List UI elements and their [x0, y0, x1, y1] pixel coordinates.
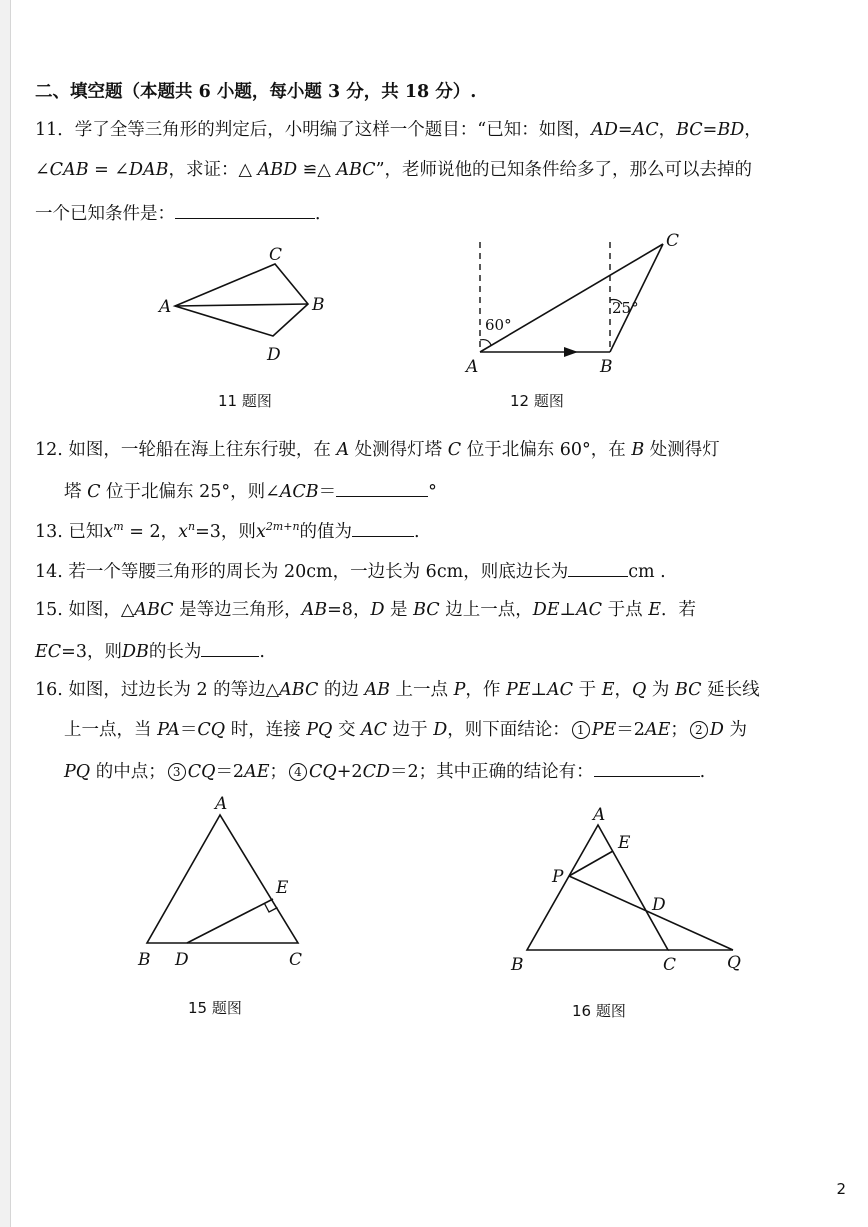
- q15-math: BC: [413, 600, 440, 620]
- q16-text: ，: [614, 680, 632, 700]
- q12-text: 12. 如图，一轮船在海上往东行驶，在: [35, 440, 337, 460]
- q12-line1: [35, 438, 720, 462]
- q16-text: 的中点；: [90, 762, 166, 782]
- q16-text: 为: [646, 680, 675, 700]
- q13-text: 13. 已知: [35, 522, 104, 542]
- segment-ab: [175, 304, 308, 306]
- q12-math: B: [631, 440, 645, 460]
- q13-text: 的值为: [299, 522, 353, 542]
- segment-pq: [569, 876, 733, 950]
- segment-ac: [480, 244, 663, 352]
- q12-text: 位于北偏东 60°，在: [461, 440, 632, 460]
- q15-text: 于点: [602, 600, 649, 620]
- q12-line2: [64, 478, 437, 504]
- q16-math: Q: [631, 680, 647, 700]
- point-c-label: C: [289, 950, 303, 970]
- point-p-label: P: [552, 867, 564, 887]
- answer-blank[interactable]: [175, 200, 315, 219]
- q15-line1: [35, 598, 696, 622]
- q15-math: AC: [576, 600, 603, 620]
- q13-math: x: [255, 522, 266, 542]
- q16-text: 为: [723, 720, 747, 740]
- q16-text: 16. 如图，过边长为 2 的等边△: [35, 680, 280, 700]
- q16-text: 的边: [318, 680, 365, 700]
- segment-de: [187, 899, 273, 943]
- point-a-label: A: [159, 297, 172, 317]
- q11-text: ≌△: [297, 160, 337, 180]
- q16-text: ；: [670, 720, 688, 740]
- q15-math: E: [648, 600, 661, 620]
- answer-blank[interactable]: [352, 518, 414, 537]
- q16-text: 上一点，当: [64, 720, 158, 740]
- q13-text: = 2，: [123, 522, 179, 542]
- q11-text: ，: [658, 120, 677, 140]
- q12-text: 塔: [64, 482, 88, 502]
- q11-line3: [35, 200, 333, 226]
- q12-text: 位于北偏东 25°，则∠: [100, 482, 280, 502]
- answer-blank[interactable]: [568, 558, 628, 577]
- q13-exponent: n: [188, 520, 196, 534]
- circled-number: 1: [572, 721, 590, 739]
- q15-text: 15. 如图，△: [35, 600, 135, 620]
- q11-math: ABC: [336, 160, 376, 180]
- q15-math: DB: [121, 642, 149, 662]
- q16-text: ；: [269, 762, 287, 782]
- figure-12-caption: 12 题图: [510, 392, 564, 410]
- q11-line1: [35, 118, 762, 142]
- circled-number: 4: [289, 763, 307, 781]
- q16-text: 交: [332, 720, 362, 740]
- figure-15: [130, 795, 320, 975]
- q16-text: ⊥: [530, 680, 548, 700]
- figure-11-caption: 11 题图: [218, 392, 272, 410]
- point-e-label: E: [276, 878, 289, 898]
- point-b-label: B: [138, 950, 151, 970]
- q16-text: ＝2；其中正确的结论有：: [389, 762, 594, 782]
- q16-math: D: [433, 720, 448, 740]
- q16-math: AE: [244, 762, 270, 782]
- q13-exponent: m: [113, 520, 124, 534]
- q15-math: D: [370, 600, 385, 620]
- answer-blank[interactable]: [336, 478, 428, 497]
- q11-text: ．: [315, 204, 333, 224]
- q15-text: 的长为: [148, 642, 202, 662]
- q16-math: AE: [644, 720, 671, 740]
- point-d-label: D: [267, 345, 281, 365]
- q12-text: 处测得灯: [644, 440, 720, 460]
- q13-math: x: [103, 522, 114, 542]
- q13-text: .: [414, 522, 420, 542]
- figure-11: [155, 240, 335, 370]
- section-title: 二、填空题（本题共 6 小题，每小题 3 分，共 18 分）.: [35, 82, 477, 102]
- q16-text: ＝2: [215, 762, 245, 782]
- figure-12: [460, 230, 690, 380]
- q12-math: C: [447, 440, 462, 460]
- point-d-label: D: [175, 950, 189, 970]
- q15-math: ABC: [134, 600, 174, 620]
- q15-math: EC: [35, 642, 62, 662]
- q11-math: BC=BD: [676, 120, 745, 140]
- q15-math: AB: [301, 600, 328, 620]
- point-d-label: D: [652, 895, 666, 915]
- point-a-label: A: [215, 794, 228, 814]
- point-c-label: C: [666, 231, 680, 251]
- figure-15-caption: 15 题图: [188, 999, 242, 1017]
- q16-math: PQ: [64, 762, 91, 782]
- q16-math: CQ: [309, 762, 337, 782]
- answer-blank[interactable]: [201, 638, 259, 657]
- q15-line2: [35, 638, 265, 664]
- q11-text: 11．学了全等三角形的判定后，小明编了这样一个题目：“已知：如图，: [35, 120, 592, 140]
- q11-math: AD=AC: [591, 120, 659, 140]
- triangle-abc: [527, 825, 668, 950]
- q11-math: ∠CAB = ∠DAB: [35, 160, 169, 180]
- q13-line: [35, 518, 420, 544]
- q12-math: C: [87, 482, 101, 502]
- q14-line: [35, 558, 666, 584]
- q12-text: °: [428, 482, 437, 502]
- q16-math: AC: [547, 680, 574, 700]
- q16-text: +2: [336, 762, 363, 782]
- q11-text: ，求证：△: [168, 160, 258, 180]
- q16-text: 边于: [387, 720, 434, 740]
- point-b-label: B: [511, 955, 524, 975]
- quad-acbd: [175, 264, 308, 336]
- q16-math: PQ: [306, 720, 333, 740]
- q16-math: PA: [157, 720, 180, 740]
- q11-text: ，: [744, 120, 762, 140]
- q12-math: A: [336, 440, 350, 460]
- figure-16-caption: 16 题图: [572, 1002, 626, 1020]
- answer-blank[interactable]: [594, 758, 700, 777]
- q15-text: =8，: [327, 600, 371, 620]
- q16-math: PE: [591, 720, 617, 740]
- q16-text: ，作: [465, 680, 506, 700]
- q11-math: ABD: [257, 160, 298, 180]
- q16-text: ＝: [179, 720, 198, 740]
- point-c-label: C: [269, 245, 283, 265]
- q15-text: .: [259, 642, 265, 662]
- q16-math: E: [601, 680, 615, 700]
- q14-text: 14. 若一个等腰三角形的周长为 20cm，一边长为 6cm，则底边长为: [35, 562, 569, 582]
- q16-math: D: [709, 720, 724, 740]
- q15-text: ．若: [661, 600, 696, 620]
- q15-text: 边上一点，: [439, 600, 533, 620]
- point-a-label: A: [466, 357, 479, 377]
- point-e-label: E: [618, 833, 631, 853]
- q16-line1: [35, 678, 760, 702]
- figure-16: [505, 800, 755, 980]
- q15-text: 是: [384, 600, 414, 620]
- page-edge: [0, 0, 11, 1227]
- angle-a-arc: [480, 340, 491, 345]
- point-b-label: B: [600, 357, 613, 377]
- q16-line2: [64, 718, 747, 742]
- q15-text: =3，则: [61, 642, 122, 662]
- q16-math: BC: [674, 680, 702, 700]
- point-c-label: C: [663, 955, 677, 975]
- circled-number: 3: [168, 763, 186, 781]
- q16-math: CQ: [187, 762, 216, 782]
- q15-math: DE: [532, 600, 560, 620]
- point-q-label: Q: [727, 953, 741, 973]
- q11-text: ”，老师说他的已知条件给多了，那么可以去掉的: [375, 160, 753, 180]
- q16-text: 于: [573, 680, 602, 700]
- q16-math: AC: [361, 720, 388, 740]
- q12-math: ACB: [279, 482, 319, 502]
- q16-math: ABC: [279, 680, 319, 700]
- arrow-east-icon: [564, 347, 578, 357]
- q12-text: ＝: [318, 482, 337, 502]
- q16-text: 延长线: [701, 680, 760, 700]
- angle-b-label: 25°: [612, 299, 639, 317]
- point-b-label: B: [312, 295, 325, 315]
- q13-text: =3，则: [195, 522, 256, 542]
- q15-text: ⊥: [559, 600, 577, 620]
- q11-text: 一个已知条件是：: [35, 204, 175, 224]
- q14-text: cm .: [628, 562, 666, 582]
- q16-text: .: [699, 762, 706, 782]
- q11-line2: [35, 158, 752, 182]
- q16-math: CQ: [197, 720, 226, 740]
- q12-text: 处测得灯塔: [349, 440, 448, 460]
- q16-text: ，则下面结论：: [447, 720, 570, 740]
- q15-text: 是等边三角形，: [173, 600, 302, 620]
- q13-exponent: 2m+n: [265, 520, 300, 534]
- q16-math: CD: [362, 762, 390, 782]
- angle-a-label: 60°: [485, 316, 512, 334]
- q16-text: 时，连接: [225, 720, 307, 740]
- q16-math: AB: [364, 680, 390, 700]
- q16-line3: [64, 758, 705, 784]
- q16-math: PE: [505, 680, 531, 700]
- q16-text: ＝2: [616, 720, 645, 740]
- q13-math: x: [178, 522, 189, 542]
- q16-text: 上一点: [389, 680, 454, 700]
- point-a-label: A: [593, 805, 606, 825]
- page-number: 2: [836, 1180, 846, 1198]
- q16-math: P: [453, 680, 466, 700]
- circled-number: 2: [690, 721, 708, 739]
